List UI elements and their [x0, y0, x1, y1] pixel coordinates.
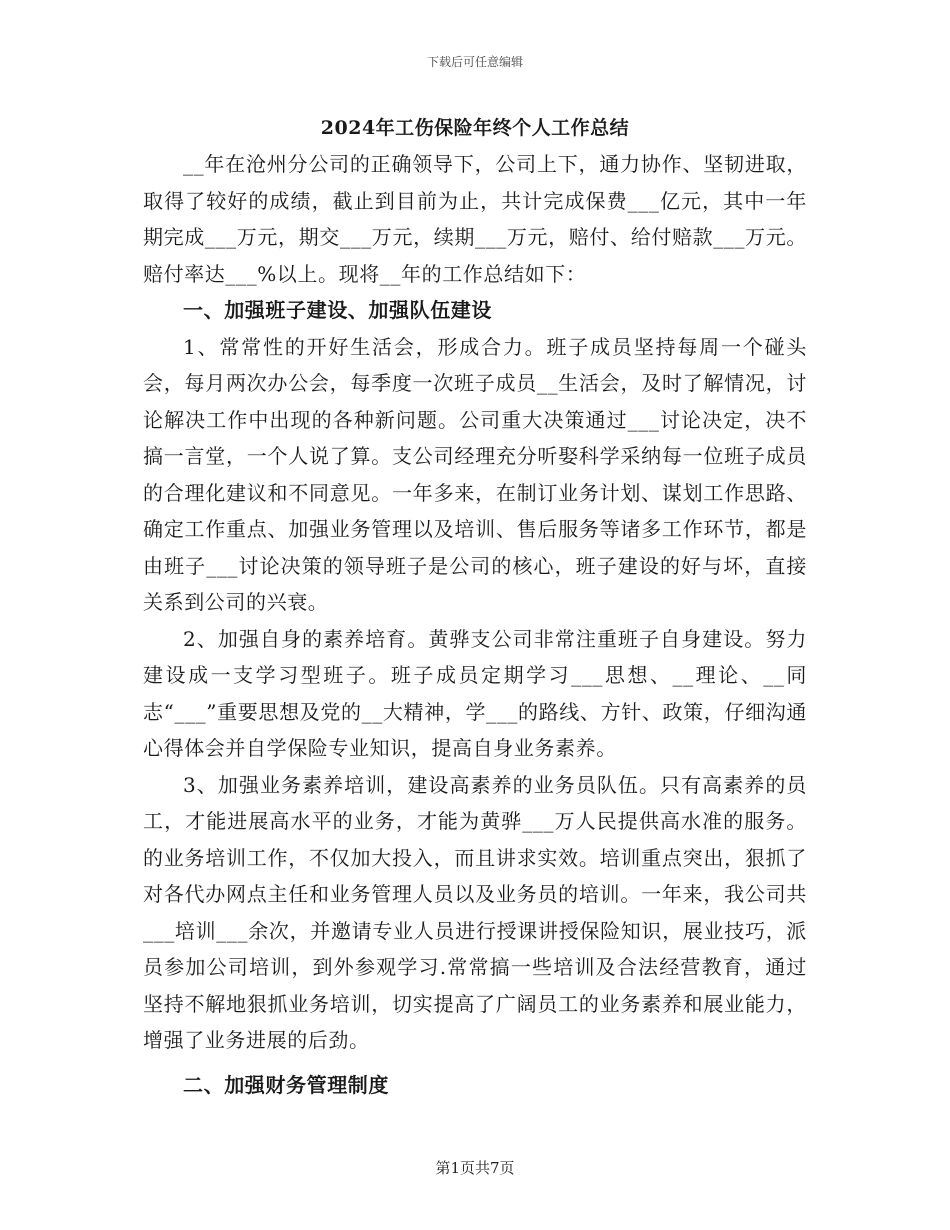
- section-1-paragraph-3: 3、加强业务素养培训，建设高素养的业务员队伍。只有高素养的员工，才能进展高水平的业务，才能为黄骅___万人民提供高水准的服务。的业务培训工作，不仅加大投入，而且讲求实效。培训重点突出，狠抓了对各代办网点主任和业务管理人员以及业务员的培训。一年来，我公司共___培训___余次，并邀请专业人员进行授课讲授保险知识，展业技巧，派员参加公司培训，到外参观学习.常常搞一些培训及合法经营教育，通过坚持不解地狠抓业务培训，切实提高了广阔员工的业务素养和展业能力，增强了业务进展的后劲。: [143, 772, 807, 1052]
- section-1-paragraph-2: 2、加强自身的素养培育。黄骅支公司非常注重班子自身建设。努力建设成一支学习型班子。班子成员定期学习___思想、__理论、__同志“___”重要思想及党的__大精神，学___的路线、方针、政策，仔细沟通心得体会并自学保险专业知识，提高自身业务素养。: [143, 626, 807, 760]
- document-title: 2024年工伤保险年终个人工作总结: [320, 117, 630, 139]
- section-2-heading: 二、加强财务管理制度: [183, 1072, 389, 1097]
- page-footer: 第1页共7页: [435, 1159, 515, 1177]
- section-1-heading: 一、加强班子建设、加强队伍建设: [183, 298, 492, 322]
- header-note: 下载后可任意编辑: [426, 55, 523, 69]
- document-body: [143, 110, 807, 1103]
- section-1-paragraph-1: 1、常常性的开好生活会，形成合力。班子成员坚持每周一个碰头会，每月两次办公会，每季度一次班子成员__生活会，及时了解情况，讨论解决工作中出现的各种新问题。公司重大决策通过___讨论决定，决不搞一言堂，一个人说了算。支公司经理充分听娶科学采纳每一位班子成员的合理化建议和不同意见。一年多来，在制订业务计划、谋划工作思路、确定工作重点、加强业务管理以及培训、售后服务等诸多工作环节，都是由班子___讨论决策的领导班子是公司的核心，班子建设的好与坏，直接关系到公司的兴衰。: [143, 334, 807, 614]
- intro-paragraph: __年在沧州分公司的正确领导下，公司上下，通力协作、坚韧进取，取得了较好的成绩，截止到目前为止，共计完成保费___亿元，其中一年期完成___万元，期交___万元，续期___万元，赔付、给付赔款___万元。赔付率达___%以上。现将__年的工作总结如下：: [143, 152, 807, 286]
